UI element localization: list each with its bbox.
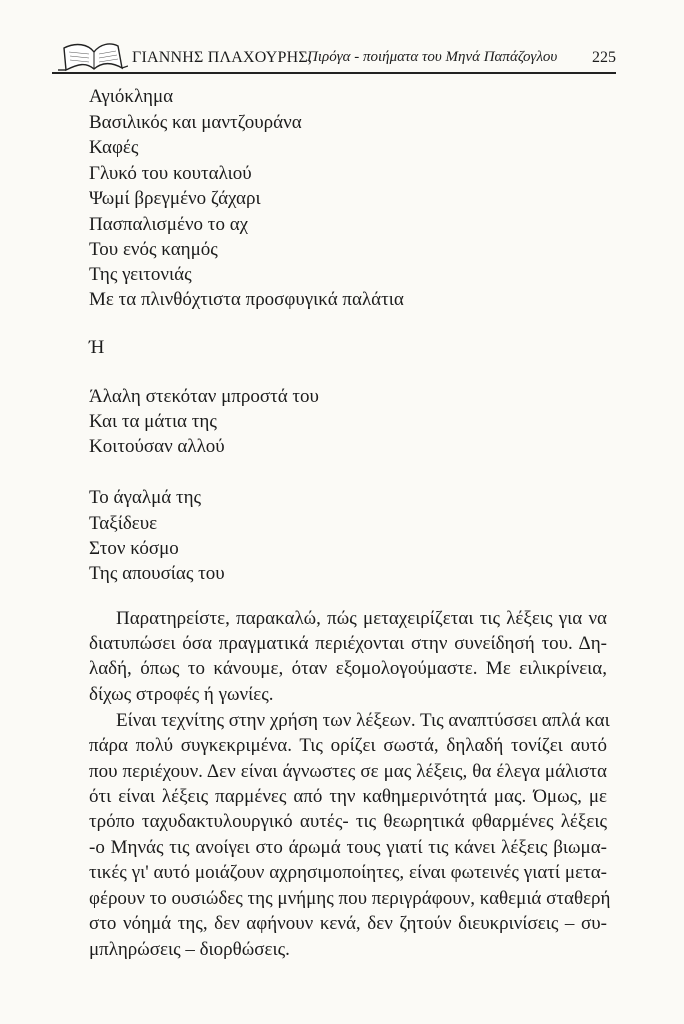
poem-line: Ταξίδευε xyxy=(89,513,158,534)
prose-line: στο νόημά της, δεν αφήνουν κενά, δεν ζητούν διευκρινίσεις – συ- xyxy=(89,913,607,934)
poem-line: Το άγαλμά της xyxy=(89,487,202,508)
poem-line: Του ενός καημός xyxy=(89,239,218,260)
poem-line: Γλυκό του κουταλιού xyxy=(89,163,252,184)
poem-line: Βασιλικός και μαντζουράνα xyxy=(89,112,302,133)
poem-line: Της γειτονιάς xyxy=(89,264,192,285)
running-header-author: ΓΙΑΝΝΗΣ ΠΛΑΧΟΥΡΗΣ, xyxy=(132,49,313,66)
prose-line: μπληρώσεις – διορθώσεις. xyxy=(89,939,290,960)
prose-line: Παρατηρείστε, παρακαλώ, πώς μεταχειρίζεται τις λέξεις για να xyxy=(116,608,607,629)
poem-line: Αγιόκλημα xyxy=(89,86,174,107)
prose-line: πάρα πολύ συγκεκριμένα. Τις ορίζει σωστά, δηλαδή τονίζει αυτό xyxy=(89,735,607,756)
prose-line: τικές γι' αυτό μοιάζουν αχρησιμοποίητες, είναι φωτεινές γιατί μετα- xyxy=(89,862,607,883)
prose-line: φέρουν το ουσιώδες της μνήμης που περιγράφουν, καθεμιά σταθερή xyxy=(89,888,611,909)
prose-line: δίχως στροφές ή γωνίες. xyxy=(89,684,274,705)
poem-line: Ή xyxy=(89,337,105,358)
poem-line: Άλαλη στεκόταν μπροστά του xyxy=(89,386,319,407)
prose-line: τρόπο ταχυδακτυλουργικό αυτές- τις θεωρητικά φθαρμένες λέξεις xyxy=(89,811,607,832)
prose-line: Είναι τεχνίτης στην χρήση των λέξεων. Τις αναπτύσσει απλά και xyxy=(116,710,610,731)
poem-line: Με τα πλινθόχτιστα προσφυγικά παλάτια xyxy=(89,289,404,310)
poem-line: Στον κόσμο xyxy=(89,538,179,559)
running-header xyxy=(56,40,616,74)
running-header-title: Πιρόγα - ποιήματα του Μηνά Παπάζογλου xyxy=(307,49,558,65)
poem-line: Και τα μάτια της xyxy=(89,411,217,432)
page-number: 225 xyxy=(592,49,616,66)
poem-line: Κοιτούσαν αλλού xyxy=(89,436,225,457)
header-rule xyxy=(52,72,616,74)
prose-line: που περιέχουν. Δεν είναι άγνωστες σε μας λέξεις, θα έλεγα μάλιστα xyxy=(89,761,607,782)
poem-line: Ψωμί βρεγμένο ζάχαρι xyxy=(89,188,261,209)
prose-line: ότι είναι λέξεις παρμένες από την καθημερινότητά μας. Όμως, με xyxy=(89,786,607,807)
prose-line: διατυπώσει όσα πραγματικά περιέχονται στην συνείδησή του. Δη- xyxy=(89,633,607,654)
open-book-icon xyxy=(56,40,128,74)
poem-line: Πασπαλισμένο το αχ xyxy=(89,214,249,235)
poem-line: Της απουσίας του xyxy=(89,563,225,584)
poem-line: Καφές xyxy=(89,137,139,158)
prose-line: -ο Μηνάς τις ανοίγει στο άρωμά τους γιατί τις κάνει λέξεις βιωμα- xyxy=(89,837,607,858)
prose-line: λαδή, όπως το κάνουμε, όταν εξομολογούμαστε. Με ειλικρίνεια, xyxy=(89,658,607,679)
